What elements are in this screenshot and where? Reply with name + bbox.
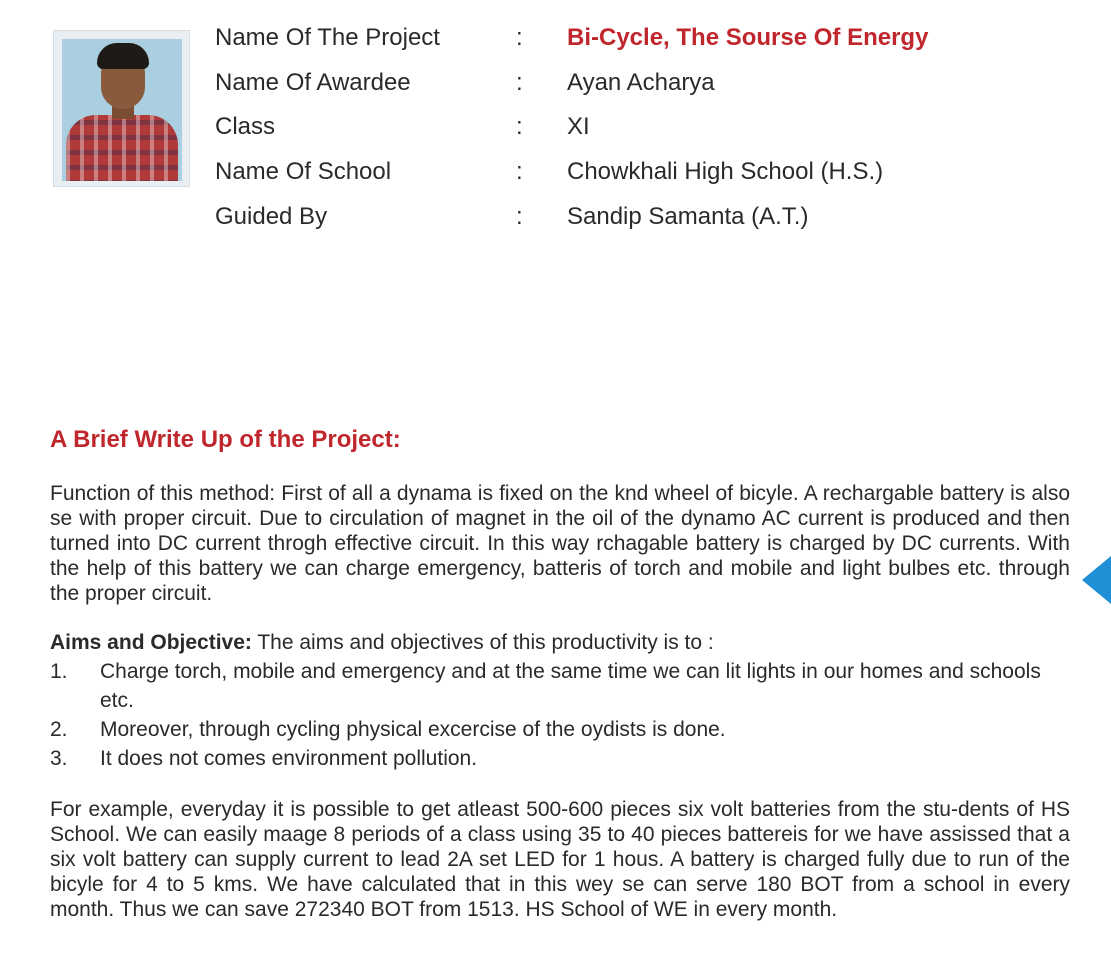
detail-label: Class (215, 113, 276, 140)
detail-colon: : (516, 113, 523, 140)
list-item (50, 715, 1070, 744)
class-value: XI (567, 113, 590, 140)
photo-hair (97, 43, 149, 69)
aims-label: Aims and Objective: (50, 631, 252, 654)
guide-name: Sandip Samanta (A.T.) (567, 203, 809, 230)
list-text: Moreover, through cycling physical excercise of the oydists is done. (100, 718, 726, 741)
aims-intro: The aims and objectives of this productivity is to : (251, 631, 714, 654)
detail-label: Name Of The Project (215, 24, 440, 51)
list-number: 2. (50, 718, 68, 741)
detail-colon: : (516, 203, 523, 230)
photo-shirt (66, 115, 178, 181)
list-text: It does not comes environment pollution. (100, 747, 478, 770)
detail-label: Name Of Awardee (215, 69, 411, 96)
project-title: Bi-Cycle, The Sourse Of Energy (567, 24, 929, 51)
list-item (50, 744, 1070, 773)
aims-paragraph (50, 630, 1070, 655)
list-number: 1. (50, 660, 68, 683)
list-number: 3. (50, 747, 68, 770)
list-text: Charge torch, mobile and emergency and at the same time we can lit lights in our homes and schools etc. (100, 660, 1041, 712)
list-item (50, 657, 1070, 715)
awardee-name: Ayan Acharya (567, 69, 715, 96)
example-paragraph: For example, everyday it is possible to get atleast 500-600 pieces six volt batteries from the stu-dents of HS School. We can easily maage 8 periods of a class using 35 to 40 pieces battereis for we have assissed that a six volt battery can supply current to lead 2A set LED for 1 hous. A battery is charged fully due to run of the bicyle for 4 to 5 kms. We have calculated that in this wey se can serve 180 BOT from a school in every month. Thus we can save 272340 BOT from 1513. HS School of WE in every month. (50, 798, 1070, 921)
awardee-photo (53, 30, 190, 187)
writeup-heading: A Brief Write Up of the Project: (50, 426, 401, 453)
detail-colon: : (516, 24, 523, 51)
function-paragraph: Function of this method: First of all a dynama is fixed on the knd wheel of bicyle. A rechargable battery is also se with proper circuit. Due to circulation of magnet in the oil of the dynamo AC current is produced and then turned into DC current throgh effective circuit. In this way rchagable battery is charged by DC currents. With the help of this battery we can charge emergency, batteris of torch and mobile and light bulbes etc. through the proper circuit. (50, 482, 1070, 605)
detail-label: Guided By (215, 203, 328, 230)
detail-label: Name Of School (215, 158, 392, 185)
detail-colon: : (516, 69, 523, 96)
photo-background (62, 39, 182, 181)
aims-list (50, 657, 1070, 773)
detail-colon: : (516, 158, 523, 185)
school-name: Chowkhali High School (H.S.) (567, 158, 884, 185)
triangle-left-icon[interactable] (1082, 556, 1111, 604)
